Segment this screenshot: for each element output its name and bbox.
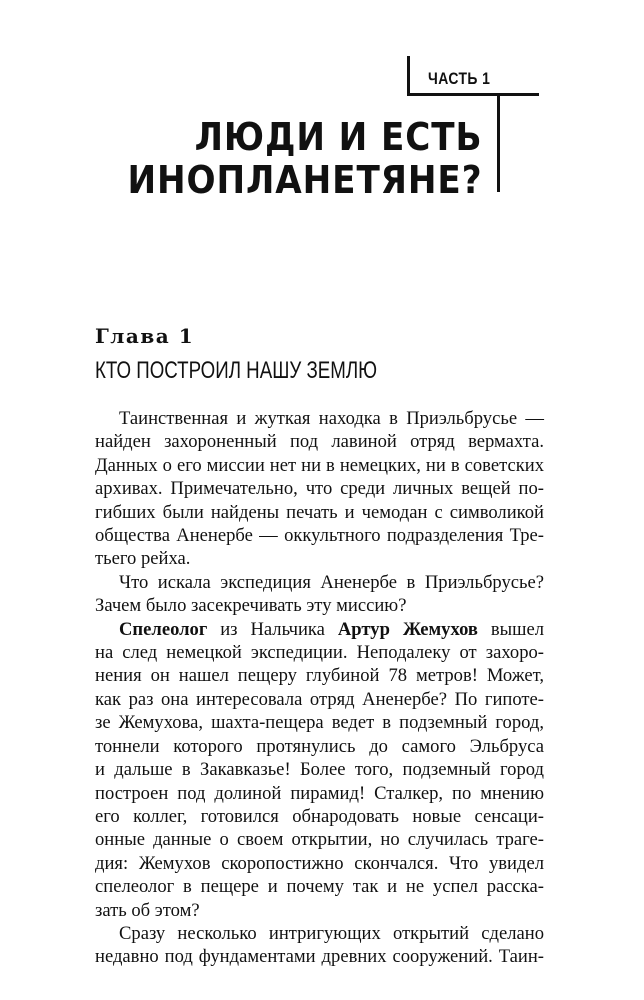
part-title-line-1: ЛЮДИ И ЕСТЬ xyxy=(194,115,482,159)
text-line: и дальше в Закавказье! Более того, подземный город xyxy=(95,759,544,781)
text-line: Сразу несколько интригующих открытий сделано xyxy=(119,922,544,944)
text-line: спелеолог в пещере и почему так и не успел расска- xyxy=(95,876,544,898)
text-line: зе Жемухова, шахта-пещера ведет в подземный город, xyxy=(95,712,544,734)
text-line: Таинственная и жуткая находка в Приэльбрусье — xyxy=(119,408,544,429)
text-fragment: из Нальчика xyxy=(220,618,325,640)
text-line xyxy=(95,618,544,641)
paragraph-3 xyxy=(95,618,544,922)
text-line: дия: Жемухов скоропостижно скончался. Что увидел xyxy=(95,852,544,874)
text-line: тоннели которого протянулись до самого Эльбруса xyxy=(95,735,544,757)
part-header-vertical-rule xyxy=(407,56,410,96)
text-line: Что искала экспедиция Аненербе в Приэльбрусье? xyxy=(119,571,544,593)
part-title xyxy=(127,116,482,202)
text-line: его коллег, готовился обнародовать новые сенсаци- xyxy=(95,805,544,827)
paragraph-4 xyxy=(95,922,544,969)
text-line: гибших были найдены печать и чемодан с символикой xyxy=(95,501,544,523)
text-line: построен под долиной пирамид! Сталкер, по мнению xyxy=(95,782,544,804)
text-line: недавно под фундаментами древних сооружений. Таин- xyxy=(95,946,544,968)
text-line: тьего рейха. xyxy=(95,548,191,570)
body-text xyxy=(95,407,544,969)
text-line: как раз она интересовала отряд Аненербе? По гипоте- xyxy=(95,688,544,710)
chapter-title: КТО ПОСТРОИЛ НАШУ ЗЕМЛЮ xyxy=(95,357,378,384)
text-line: общества Аненербе — оккультного подразделения Тре- xyxy=(95,525,544,547)
part-header-rule xyxy=(407,93,539,96)
part-title-line-2: ИНОПЛАНЕТЯНЕ? xyxy=(127,158,482,202)
part-title-vertical-rule xyxy=(497,96,500,192)
chapter-number: Глава 1 xyxy=(95,324,195,348)
text-line: архивах. Примечательно, что среди личных вещей по- xyxy=(95,478,544,500)
bold-term: Спелеолог xyxy=(119,618,208,640)
text-fragment: вышел xyxy=(490,618,544,640)
part-label: ЧАСТЬ 1 xyxy=(428,69,491,88)
text-line: на след немецкой экспедиции. Неподалеку от захоро- xyxy=(95,642,544,664)
paragraph-1 xyxy=(95,407,544,571)
text-line: онные данные о своем открытии, но случилась траге- xyxy=(95,829,544,851)
text-line: зать об этом? xyxy=(95,899,200,921)
text-line: найден захороненный под лавиной отряд вермахта. xyxy=(95,431,544,453)
bold-name: Артур Жемухов xyxy=(337,618,478,640)
text-line: Данных о его миссии нет ни в немецких, ни в советских xyxy=(95,454,544,476)
text-line: нения он нашел пещеру глубиной 78 метров! Может, xyxy=(95,665,544,687)
text-line: Зачем было засекречивать эту миссию? xyxy=(95,595,407,617)
paragraph-2 xyxy=(95,571,544,618)
